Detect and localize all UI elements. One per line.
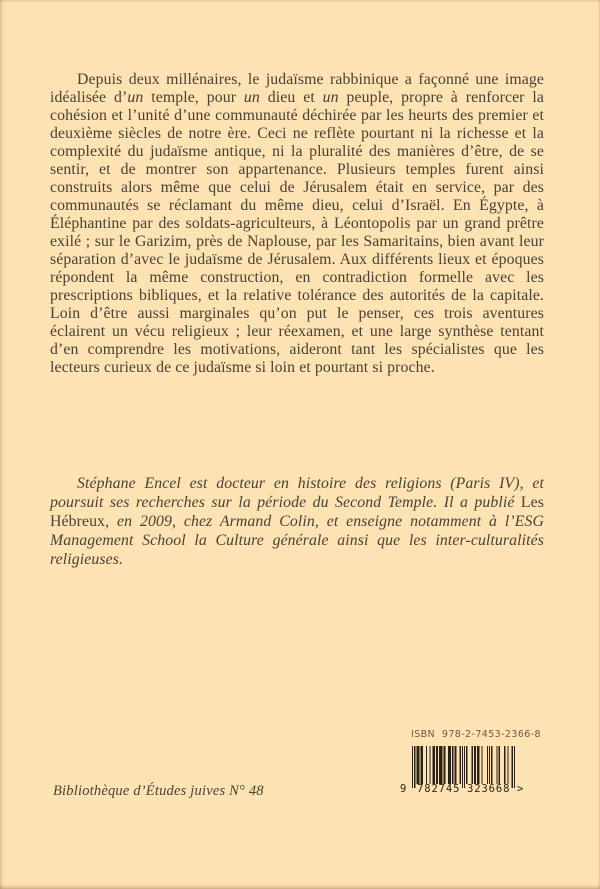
barcode-first-digit: 9 — [400, 783, 408, 795]
barcode-bar — [422, 746, 423, 784]
barcode-bar — [421, 746, 422, 784]
barcode-bar — [448, 746, 449, 784]
barcode-bar — [429, 746, 430, 784]
barcode-bar — [477, 746, 478, 784]
barcode-bar — [417, 746, 418, 784]
barcode-end-mark: > — [517, 783, 524, 795]
text-segment: un — [127, 89, 144, 106]
barcode-bar — [414, 746, 415, 788]
barcode-bar — [419, 746, 420, 784]
barcode-bar — [464, 746, 465, 788]
barcode-bar — [434, 746, 435, 784]
barcode-bar — [507, 746, 508, 784]
text-segment: Depuis deux millénaires, le judaïsme rabbinique a façonné une image idéalisée d’ — [50, 71, 544, 106]
barcode-bar — [416, 746, 417, 784]
barcode-bar — [426, 746, 427, 784]
barcode-bar — [454, 746, 455, 784]
barcode-bar — [436, 746, 437, 784]
text-segment: Les Hébreux — [50, 494, 544, 530]
barcode-bar — [439, 746, 440, 784]
barcode-bar — [462, 746, 463, 788]
barcode-bar — [481, 746, 482, 784]
barcode-bar — [443, 746, 444, 784]
barcode-bar — [497, 746, 498, 784]
author-bio-paragraph — [50, 474, 544, 569]
barcode-bar — [440, 746, 441, 784]
barcode-bar — [487, 746, 488, 784]
barcode-bar — [460, 746, 461, 784]
barcode-bar — [491, 746, 492, 784]
barcode-bar — [455, 746, 456, 784]
synopsis-paragraph — [50, 71, 544, 377]
text-segment: peuple, propre à renforcer la cohésion et l’unité d’une communauté déchirée par les heurts des premier et deuxième siècles de notre ère. Ceci ne reflète pourtant ni la richesse et la complexité du judaïsme antique, ni la pluralité des manières d’être, de se sentir, et de montrer son appartenance. Plusieurs temples furent ainsi construits alors même que celui de Jérusalem était en service, par des communautés se réclamant du même dieu, celui d’Israël. En Égypte, à Éléphantine par des soldats-agriculteurs, à Léontopolis par un grand prêtre exilé ; sur le Garizim, près de Naplouse, par les Samaritains, bien avant leur séparation d’avec le judaïsme de Jérusalem. Aux différents lieux et époques répondent la même construction, en contradiction formelle avec les prescriptions bibliques, et la relative tolérance des autorités de la capitale. Loin d’être aussi marginales qu’on put le penser, ces trois aventures éclairent un vécu religieux ; leur réexamen, et une large synthèse tentant d’en comprendre les motivations, aideront tant les spécialistes que les lecteurs curieux de ce judaïsme si loin et pourtant si proche. — [50, 89, 544, 376]
barcode-bar — [514, 746, 515, 788]
barcode-bar — [499, 746, 500, 784]
barcode-bar — [478, 746, 479, 784]
barcode-bar — [489, 746, 490, 784]
text-segment: un — [322, 89, 339, 106]
barcode-left-digits: 782745 — [417, 783, 461, 795]
barcode-bar — [504, 746, 505, 784]
barcode-bar — [474, 746, 475, 784]
text-segment: Stéphane Encel est docteur en histoire des religions (Paris IV), et poursuit ses recherches sur la période du Second Temple. Il a publié — [50, 475, 544, 511]
barcode-bar — [452, 746, 453, 784]
text-segment: temple, pour — [143, 89, 244, 106]
barcode-bar — [512, 746, 513, 788]
barcode-bar — [437, 746, 438, 784]
barcode-bar — [475, 746, 476, 784]
barcode-bar — [449, 746, 450, 784]
text-segment: , en 2009, chez Armand Colin, et enseigne notamment à l’ESG Management School la Culture générale ainsi que les inter-culturalités religieuses. — [50, 513, 544, 568]
isbn-label: ISBN 978-2-7453-2366-8 — [411, 729, 541, 740]
barcode-bar — [445, 746, 446, 784]
collection-series-label: Bibliothèque d’Études juives N° 48 — [53, 783, 264, 799]
barcode-bar — [472, 746, 473, 784]
barcode-bar — [466, 746, 467, 784]
text-segment: dieu et — [259, 89, 323, 106]
barcode-right-digits: 323668 — [467, 783, 511, 795]
text-segment: un — [243, 89, 260, 106]
barcode-bar — [441, 746, 442, 784]
ean13-barcode — [400, 746, 530, 788]
barcode-bar — [412, 746, 413, 788]
barcode-bar — [433, 746, 434, 784]
barcode-bar — [450, 746, 451, 784]
